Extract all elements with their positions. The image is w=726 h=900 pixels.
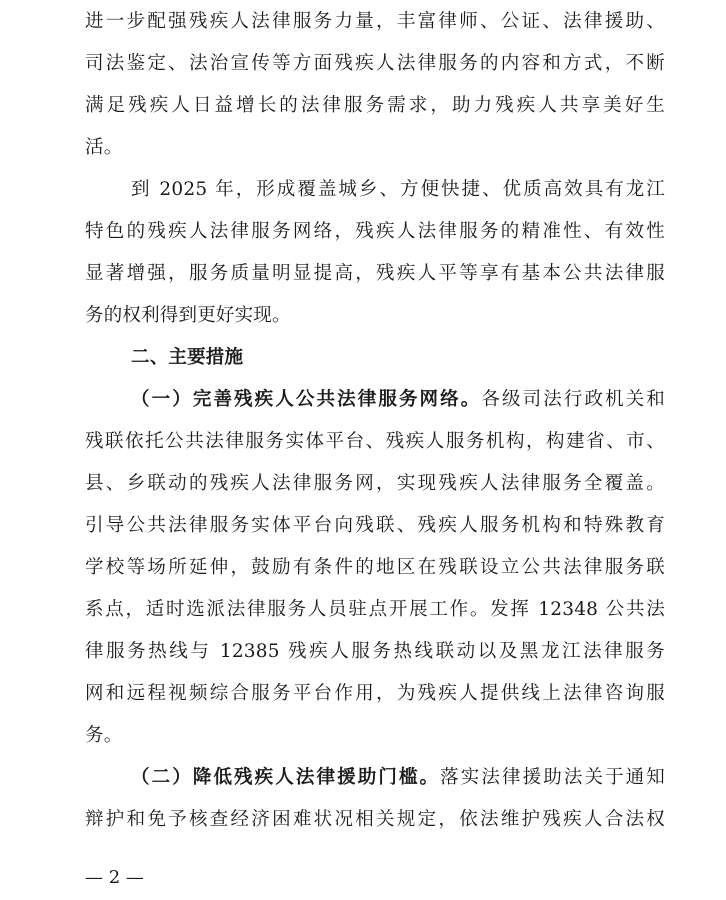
section-heading: 二、主要措施	[131, 347, 244, 368]
paragraph-first-rest: 落实法律援助法关于通知	[440, 767, 665, 788]
paragraph-line: 残联依托公共法律服务实体平台、残疾人服务机构，构建省、市、	[85, 431, 665, 452]
paragraph-line: 辩护和免予核查经济困难状况相关规定，依法维护残疾人合法权	[85, 809, 665, 830]
paragraph-line: 学校等场所延伸，鼓励有条件的地区在残联设立公共法律服务联	[85, 557, 665, 578]
paragraph-line: 满足残疾人日益增长的法律服务需求，助力残疾人共享美好生	[85, 95, 665, 116]
paragraph-line: 活。	[85, 137, 123, 158]
paragraph-line: 务。	[85, 725, 123, 746]
paragraph-line: 网和远程视频综合服务平台作用，为残疾人提供线上法律咨询服	[85, 683, 665, 704]
paragraph-lead: （一）完善残疾人公共法律服务网络。	[131, 389, 482, 410]
page-number: — 2 —	[85, 867, 144, 888]
paragraph-first-rest: 各级司法行政机关和	[481, 389, 665, 410]
paragraph-line: 系点，适时选派法律服务人员驻点开展工作。发挥 12348 公共法	[85, 599, 665, 620]
paragraph-line: 务的权利得到更好实现。	[85, 305, 291, 326]
paragraph-line: 县、乡联动的残疾人法律服务网，实现残疾人法律服务全覆盖。	[85, 473, 665, 494]
paragraph-line: 律服务热线与 12385 残疾人服务热线联动以及黑龙江法律服务	[85, 641, 665, 662]
paragraph-line: 司法鉴定、法治宣传等方面残疾人法律服务的内容和方式，不断	[85, 53, 665, 74]
paragraph-line: 显著增强，服务质量明显提高，残疾人平等享有基本公共法律服	[85, 263, 665, 284]
paragraph-line: 特色的残疾人法律服务网络，残疾人法律服务的精准性、有效性	[85, 221, 665, 242]
paragraph-line: 到 2025 年，形成覆盖城乡、方便快捷、优质高效具有龙江	[131, 179, 665, 200]
paragraph-first-line	[131, 758, 665, 798]
paragraph-lead: （二）降低残疾人法律援助门槛。	[131, 767, 441, 788]
paragraph-first-line	[131, 380, 665, 420]
paragraph-line: 进一步配强残疾人法律服务力量，丰富律师、公证、法律援助、	[85, 11, 665, 32]
paragraph-line: 引导公共法律服务实体平台向残联、残疾人服务机构和特殊教育	[85, 515, 665, 536]
